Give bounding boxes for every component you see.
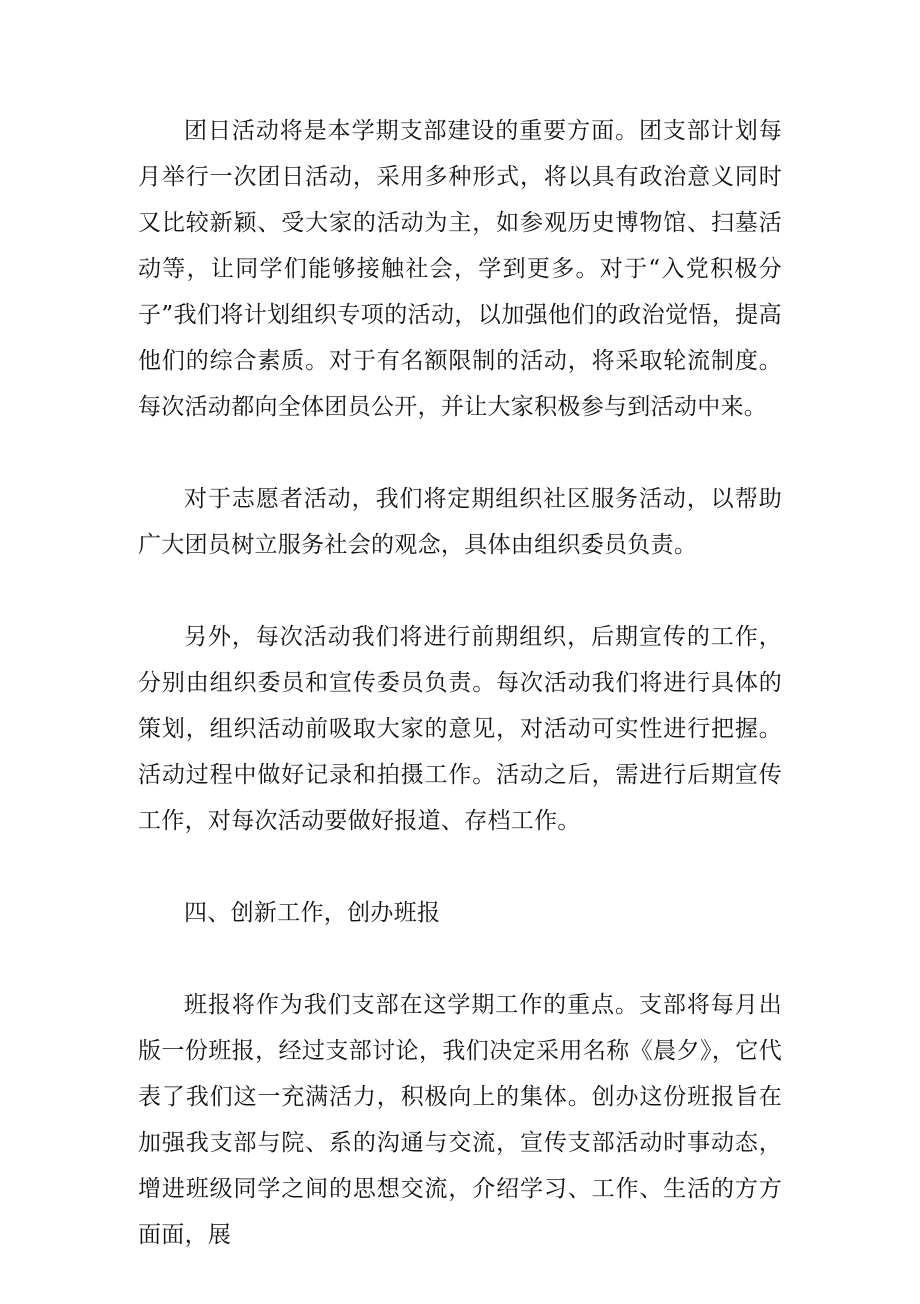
paragraph-class-newspaper: 班报将作为我们支部在这学期工作的重点。支部将每月出版一份班报，经过支部讨论，我们决定采用名称《晨夕》，它代表了我们这一充满活力，积极向上的集体。创办这份班报旨在加强我支部与院、系的沟通与交流，宣传支部活动时事动态，增进班级同学之间的思想交流，介绍学习、工作、生活的方方面面，展 [138,992,782,1248]
paragraph-volunteer-activities: 对于志愿者活动，我们将定期组织社区服务活动，以帮助广大团员树立服务社会的观念，具体由组织委员负责。 [138,486,782,558]
paragraph-team-day-activities: 团日活动将是本学期支部建设的重要方面。团支部计划每月举行一次团日活动，采用多种形式，将以具有政治意义同时又比较新颖、受大家的活动为主，如参观历史博物馆、扫墓活动等，让同学们能够接触社会，学到更多。对于“入党积极分子”我们将计划组织专项的活动，以加强他们的政治觉悟，提高他们的综合素质。对于有名额限制的活动，将采取轮流制度。每次活动都向全体团员公开，并让大家积极参与到活动中来。 [138,118,782,420]
paragraph-organization-publicity: 另外，每次活动我们将进行前期组织，后期宣传的工作，分别由组织委员和宣传委员负责。每次活动我们将进行具体的策划，组织活动前吸取大家的意见，对活动可实性进行把握。活动过程中做好记录和拍摄工作。活动之后，需进行后期宣传工作，对每次活动要做好报道、存档工作。 [138,624,782,834]
document-page [138,108,782,1304]
section-heading: 四、创新工作，创办班报 [184,900,441,926]
